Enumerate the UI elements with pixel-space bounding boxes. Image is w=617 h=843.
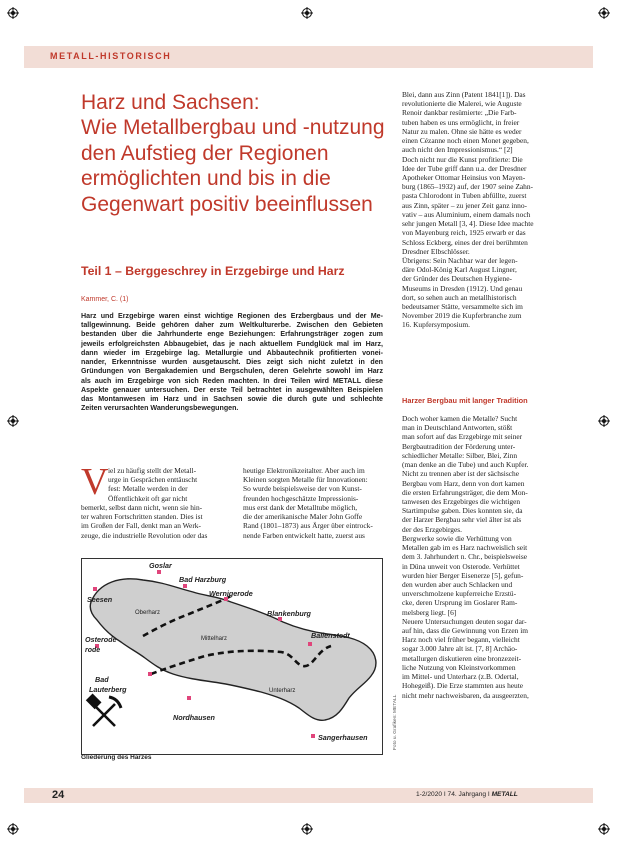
body-line: im Großen der Fall, denkt man an Werk- <box>81 521 201 531</box>
section-heading: Harzer Bergbau mit langer Tradition <box>402 396 528 405</box>
body-line: pasta Chlorodont in Tuben abfüllte, zuerst <box>402 191 527 201</box>
town-label: Blankenburg <box>267 609 311 618</box>
body-line: Apotheker Ottomar Heinsius von Mayen- <box>402 172 526 182</box>
registration-mark-icon <box>598 415 610 427</box>
body-line: metallurgen diskutieren eine bronzezeit- <box>402 653 522 663</box>
body-line: freunden hochgeschätzte Impressionis- <box>243 493 359 503</box>
body-line: Startimpulse gaben. Dies konnten sie, da <box>402 506 523 516</box>
registration-mark-icon <box>301 7 313 19</box>
article-subtitle: Teil 1 – Berggeschrey in Erzgebirge und Harz <box>81 264 345 278</box>
body-line: dem 3. Jahrhundert n. Chr., beispielsweise <box>402 552 528 562</box>
town-marker <box>183 584 187 588</box>
body-line: Metallen gab im es Harz nachweislich seit <box>402 543 528 553</box>
body-line: Bergbau vom Harz, denn von dort kamen <box>402 478 525 488</box>
registration-mark-icon <box>7 7 19 19</box>
body-line: einen Cézanne noch einen Monet gegeben, <box>402 136 529 146</box>
body-line: Dresdner Elbschlösser. <box>402 246 470 256</box>
lead-line: Aspekte genauer untersuchen. Der erste Teil betrachtet in ausgewählten Beispielen <box>81 385 383 394</box>
body-line: vativ – aus Aluminium, einem damals noch <box>402 209 531 219</box>
body-line: Natur zu malen. Ohne sie hätte es weder <box>402 126 522 136</box>
body-line: dort, so sehen auch an metallhistorisch <box>402 292 517 302</box>
body-line: Harz noch viel früher begann, vielleicht <box>402 635 520 645</box>
body-line: auf hin, dass die Gewinnung von Erzen im <box>402 626 529 636</box>
town-label: Seesen <box>87 595 113 604</box>
body-line: im Mittel- und Unterharz (z.B. Odertal, <box>402 672 519 682</box>
lead-line: als auch im Erzgebirge von sich Reden machten. In drei Teilen wird METALL diese <box>81 376 383 385</box>
body-line: der des Erzgebirges. <box>402 524 462 534</box>
lead-line: dann wieder im Erzgebirge lag. Metallurgie und Abbautechnik profitierten vonei- <box>81 348 383 357</box>
body-column-3-top <box>402 90 554 330</box>
body-line: (man denke an die Tube) und auch Kupfer. <box>402 460 529 470</box>
town-label-suffix: rode <box>85 647 101 654</box>
body-line: man sofort auf das Erzgebirge mit seiner <box>402 432 523 442</box>
lead-line: Zeiten verursachten Wanderungsbewegungen. <box>81 404 239 413</box>
footer-issue-info <box>416 791 518 798</box>
body-line: auch nicht den Impressionismus.“ [2] <box>402 145 513 155</box>
body-line: Neuere Untersuchungen deuten sogar dar- <box>402 616 527 626</box>
town-label: Bad <box>95 675 109 684</box>
body-line: sehr jungen Metall [3, 4]. Diese Idee machte <box>402 219 534 229</box>
lead-line: das Montanwesen im Harz und in Sachsen sowie die durch gute und schlechte <box>81 394 383 403</box>
body-line: Renoir dankbar resümierte: „Die Farb- <box>402 108 517 118</box>
body-column-1-indented <box>108 466 233 494</box>
lead-line: nander, Erkenntnisse wurden ausgetauscht. Dies zeigt sich nicht zuletzt in den <box>81 358 383 367</box>
lead-paragraph <box>81 312 383 413</box>
body-line: die der amerikanische Maler John Goffe <box>243 512 363 522</box>
lead-line: Gründungen von Bergakademien und Bergschulen, deren Gelehrte sowohl im Harz <box>81 367 383 376</box>
body-line: nende Farben entwickelt hatte, zuerst aus <box>243 530 365 540</box>
registration-mark-icon <box>7 823 19 835</box>
body-line: Öffentlichkeit oft gar nicht <box>108 493 188 503</box>
town-marker <box>93 587 97 591</box>
body-line: So wurde beispielsweise der von Kunst- <box>243 484 362 494</box>
body-column-1 <box>81 494 233 540</box>
registration-mark-icon <box>598 823 610 835</box>
body-line: liche Nutzung von Kleinstvorkommen <box>402 662 516 672</box>
body-line: November 2019 die Kupferbranche zum <box>402 311 522 321</box>
body-line: Bergwerke sowie die Verhüttung von <box>402 533 512 543</box>
body-line: Bergbautradition der Förderung unter- <box>402 441 516 451</box>
body-line: der Harzer Bergbau sehr viel älter ist als <box>402 515 522 525</box>
registration-mark-icon <box>598 7 610 19</box>
body-line: der Gründer des Deutschen Hygiene- <box>402 274 512 284</box>
image-credit: Foto u. Grafiken: METALL <box>393 694 398 750</box>
body-line: unverschmolzene kupferreiche Erzstü- <box>402 589 517 599</box>
town-marker <box>187 696 191 700</box>
separator: I <box>487 791 492 798</box>
body-line: sogar 3.000 Jahre alt ist. [7, 8] Archäo- <box>402 644 518 654</box>
town-marker <box>148 672 152 676</box>
body-line: bedeutsamer Stätte, versammelte sich im <box>402 302 523 312</box>
region-label: Oberharz <box>135 610 161 616</box>
title-line: Wie Metallbergbau und -nutzung <box>81 116 385 140</box>
body-line: Doch nicht nur die Kunst profitierte: Die <box>402 154 523 164</box>
body-line: nicht mehr nachweisbaren, da ausgeerzten, <box>402 690 529 700</box>
body-line: Idee der Tube griff dann u.a. der Dresdner <box>402 163 527 173</box>
body-line: däre Odol-König Karl August Lingner, <box>402 265 517 275</box>
body-line: fest: Metalle werden in der <box>108 484 188 494</box>
body-line: revolutionierte die Malerei, wie Auguste <box>402 99 522 109</box>
body-line: tanwesen des Erzgebirges die wichtigen <box>402 496 521 506</box>
body-column-3-bottom <box>402 414 554 700</box>
title-line: ermöglichten und bis in die <box>81 167 331 191</box>
body-line: Hohegeiß). Die Erze stammten aus heute <box>402 681 524 691</box>
town-label: Wernigerode <box>209 589 253 598</box>
title-line: Harz und Sachsen: <box>81 91 260 114</box>
region-label: Unterharz <box>269 688 296 694</box>
body-line: tuben haben es uns ermöglicht, in freier <box>402 117 520 127</box>
title-line: Gegenwart positiv beeinflussen <box>81 192 373 216</box>
drop-cap: V <box>81 461 109 503</box>
body-line: den wurden aber auch Schlacken und <box>402 579 513 589</box>
body-line: man in Deutschland Antworten, stößt <box>402 423 513 433</box>
town-label: Goslar <box>149 561 172 570</box>
body-line: Übrigens: Sein Nachbar war der legen- <box>402 255 518 265</box>
body-line: schiedlicher Metalle: Silber, Blei, Zinn <box>402 450 518 460</box>
body-line: aus Zinn, später – zu jener Zeit ganz inno- <box>402 200 527 210</box>
lead-line: Harz und Erzgebirge waren einst wichtige Regionen des Erzbergbaus und der Me- <box>81 312 383 320</box>
body-line: cke, deren Ursprung im Goslarer Ram- <box>402 598 518 608</box>
body-line: melsberg liegt. [6] <box>402 607 457 617</box>
body-column-2 <box>243 466 385 540</box>
town-label: Nordhausen <box>173 713 215 722</box>
body-line: in Düna unweit von Osterode. Verhüttet <box>402 561 520 571</box>
town-marker <box>308 642 312 646</box>
body-line: Museums in Dresden (1912). Und genau <box>402 283 523 293</box>
body-line: iel zu häufig stellt der Metall- <box>108 466 197 475</box>
issue-number: 1-2/2020 <box>416 791 443 798</box>
volume: 74. Jahrgang <box>447 791 487 798</box>
body-line: urge in Gesprächen enttäuscht <box>108 475 198 485</box>
body-line: bemerkt, selbst dann nicht, wenn sie hin- <box>81 502 203 512</box>
author-line: Kammer, C. (1) <box>81 296 129 303</box>
town-label: Lauterberg <box>89 685 127 694</box>
town-label: Bad Harzburg <box>179 575 227 584</box>
body-line: Doch woher kamen die Metalle? Sucht <box>402 414 518 423</box>
registration-mark-icon <box>301 823 313 835</box>
body-line: zeuge, die industrielle Revolution oder das <box>81 530 208 540</box>
harz-map <box>81 558 383 755</box>
lead-line: jeweils erfolgreichsten Abbaugebiet, das je nach aktuellem Fundglück mal im Harz, <box>81 339 383 348</box>
body-line: von Mayenburg reich, 1925 erwarb er das <box>402 228 526 238</box>
body-line: 16. Kupfersymposium. <box>402 320 470 330</box>
body-line: Nicht zu trennen aber ist der sächsische <box>402 469 519 479</box>
body-line: mus erst dank der Metalltube möglich, <box>243 502 358 512</box>
section-label: METALL-HISTORISCH <box>50 51 172 61</box>
body-line: Blei, dann aus Zinn (Patent 1841[1]). Das <box>402 90 526 99</box>
body-line: Schloss Eckberg, eines der drei berühmten <box>402 237 528 247</box>
region-label: Mittelharz <box>201 636 228 642</box>
town-label: Osterode <box>85 635 117 644</box>
body-line: heutige Elektronikzeitalter. Aber auch im <box>243 466 365 475</box>
article-title <box>81 90 385 217</box>
body-line: burg (1865–1932) auf, der 1907 seine Zahn- <box>402 182 534 192</box>
registration-mark-icon <box>7 415 19 427</box>
town-label: Ballenstedt <box>311 631 350 640</box>
town-label: Sangerhausen <box>318 733 368 742</box>
lead-line: tallgewinnung. Beide gehören daher zum Weltkulturerbe. Zwischen den Gebieten <box>81 321 383 330</box>
body-line: die ersten Erfahrungsträger, die dem Mon- <box>402 487 528 497</box>
separator: I <box>443 791 448 798</box>
town-marker <box>311 734 315 738</box>
town-marker <box>157 570 161 574</box>
magazine-name: METALL <box>491 791 518 798</box>
page-number: 24 <box>52 789 65 801</box>
body-line: wurden hier Berger Eisenerze [5], gefun- <box>402 570 524 580</box>
body-line: Kleinen sorgten Metalle für Innovationen: <box>243 475 368 485</box>
lead-line: bestanden über die Jahrhunderte enge Beziehungen: Erfahrungsträger zogen zum <box>81 330 383 339</box>
body-line: Rand (1801–1873) aus Ärger über eintrock- <box>243 521 373 531</box>
body-line: ter wahren Fortschritten standen. Dies ist <box>81 512 203 522</box>
title-line: den Aufstieg der Regionen <box>81 141 329 165</box>
map-caption: Gliederung des Harzes <box>81 754 152 761</box>
